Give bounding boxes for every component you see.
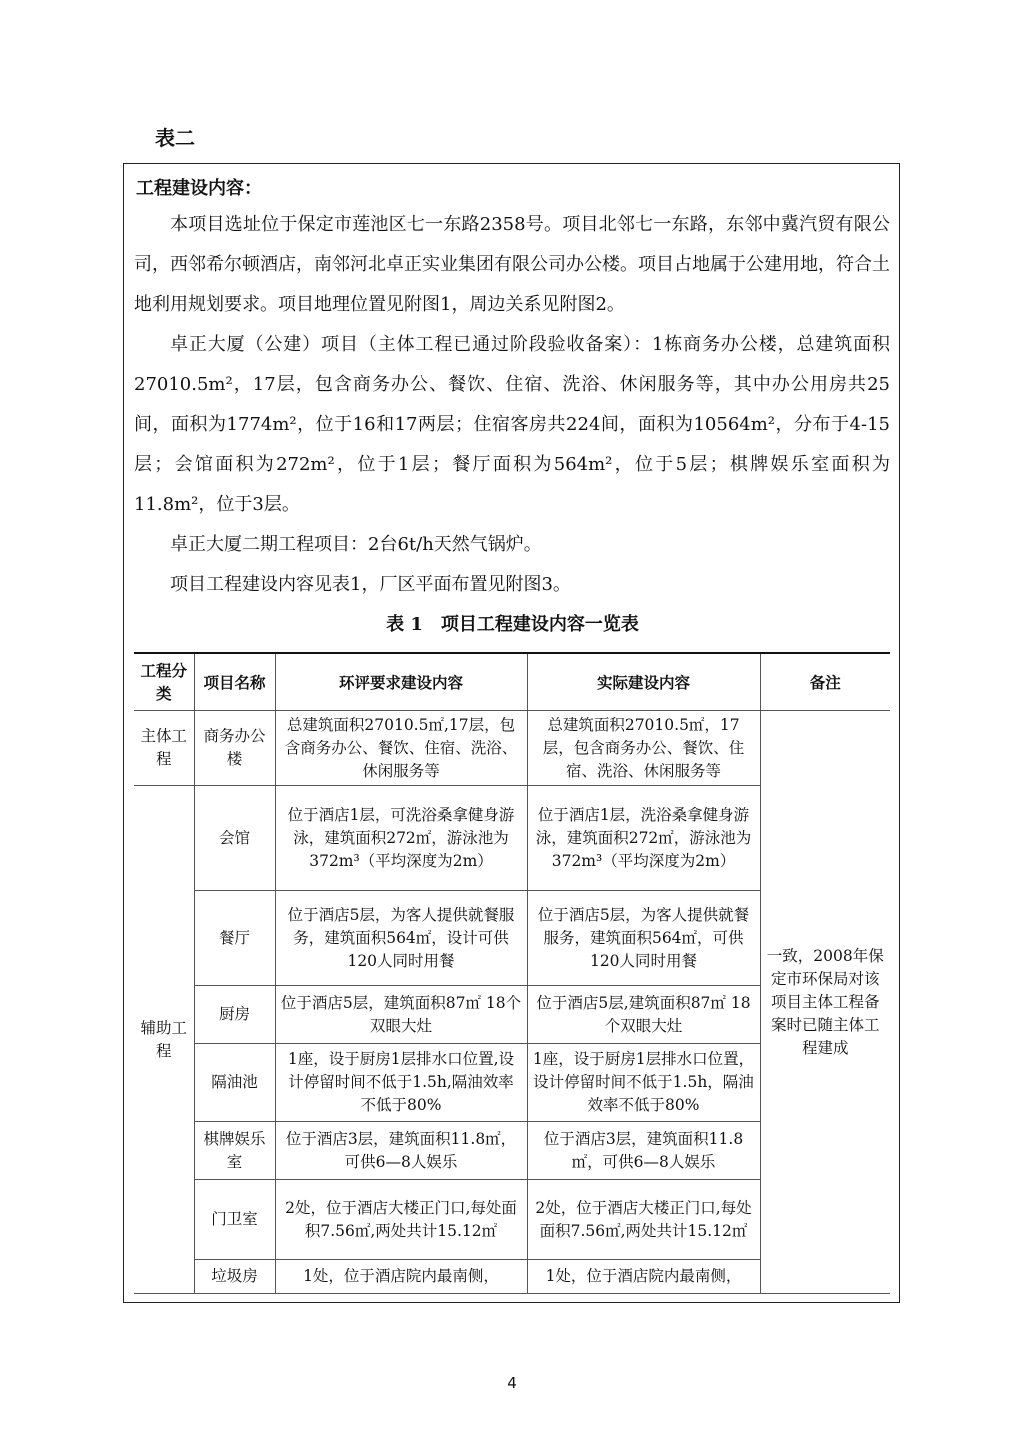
- required-content-cell: 位于酒店5层，建筑面积87㎡ 18个双眼大灶: [275, 986, 527, 1044]
- page-number: 4: [507, 1374, 517, 1392]
- item-name-cell: 隔油池: [194, 1044, 275, 1122]
- actual-content-cell: 位于酒店3层，建筑面积11.8㎡，可供6—8人娱乐: [527, 1122, 760, 1180]
- actual-content-cell: 位于酒店1层，洗浴桑拿健身游泳，建筑面积272㎡，游泳池为372m³（平均深度为2m）: [527, 786, 760, 891]
- item-name-cell: 垃圾房: [194, 1260, 275, 1294]
- table-caption: 表 1 项目工程建设内容一览表: [386, 614, 639, 635]
- header-remark: 备注: [760, 653, 890, 711]
- category-cell: 主体工程: [134, 711, 194, 786]
- actual-content-cell: 位于酒店5层,建筑面积87㎡ 18个双眼大灶: [527, 986, 760, 1044]
- content-frame: [123, 163, 900, 1303]
- required-content-cell: 2处，位于酒店大楼正门口,每处面积7.56㎡,两处共计15.12㎡: [275, 1180, 527, 1260]
- header-category: 工程分类: [134, 653, 194, 711]
- header-required-content: 环评要求建设内容: [275, 653, 527, 711]
- actual-content-cell: 总建筑面积27010.5㎡，17层，包含商务办公、餐饮、住宿、洗浴、休闲服务等: [527, 711, 760, 786]
- paragraph-project-scope: 卓正大厦（公建）项目（主体工程已通过阶段验收备案）：1栋商务办公楼，总建筑面积27010.5m²，17层，包含商务办公、餐饮、住宿、洗浴、休闲服务等，其中办公用房共25间，面积为1774m²，位于16和17两层；住宿客房共224间，面积为10564m²，分布于4-15层；会馆面积为272m²，位于1层；餐厅面积为564m²，位于5层；棋牌娱乐室面积为11.8m²，位于3层。: [134, 334, 890, 515]
- table-header-row: [134, 653, 890, 711]
- item-name-cell: 餐厅: [194, 891, 275, 986]
- actual-content-cell: 1处，位于酒店院内最南侧，: [527, 1260, 760, 1294]
- remark-cell: 一致，2008年保定市环保局对该项目主体工程备案时已随主体工程建成: [760, 711, 890, 1294]
- item-name-cell: 门卫室: [194, 1180, 275, 1260]
- actual-content-cell: 2处，位于酒店大楼正门口,每处面积7.56㎡,两处共计15.12㎡: [527, 1180, 760, 1260]
- paragraph-phase-two: 卓正大厦二期工程项目：2台6t/h天然气锅炉。: [170, 534, 542, 555]
- item-name-cell: 厨房: [194, 986, 275, 1044]
- section-title: 工程建设内容：: [136, 178, 262, 199]
- paragraph-location: 本项目选址位于保定市莲池区七一东路2358号。项目北邻七一东路，东邻中冀汽贸有限公司，西邻希尔顿酒店，南邻河北卓正实业集团有限公司办公楼。项目占地属于公建用地，符合土地利用规划要求。项目地理位置见附图1，周边关系见附图2。: [134, 214, 890, 315]
- required-content-cell: 位于酒店1层，可洗浴桑拿健身游泳，建筑面积272㎡，游泳池为372m³（平均深度为2m）: [275, 786, 527, 891]
- required-content-cell: 1座，设于厨房1层排水口位置,设计停留时间不低于1.5h,隔油效率不低于80%: [275, 1044, 527, 1122]
- item-name-cell: 棋牌娱乐室: [194, 1122, 275, 1180]
- header-item-name: 项目名称: [194, 653, 275, 711]
- item-name-cell: 会馆: [194, 786, 275, 891]
- construction-table: [134, 652, 890, 1294]
- required-content-cell: 位于酒店3层，建筑面积11.8㎡，可供6—8人娱乐: [275, 1122, 527, 1180]
- actual-content-cell: 位于酒店5层，为客人提供就餐服务，建筑面积564㎡，可供120人同时用餐: [527, 891, 760, 986]
- table-row: [134, 711, 890, 786]
- paragraph-table-reference: 项目工程建设内容见表1，厂区平面布置见附图3。: [170, 574, 571, 595]
- required-content-cell: 1处，位于酒店院内最南侧，: [275, 1260, 527, 1294]
- category-cell: 辅助工程: [134, 786, 194, 1294]
- required-content-cell: 位于酒店5层，为客人提供就餐服务，建筑面积564㎡，设计可供120人同时用餐: [275, 891, 527, 986]
- header-actual-content: 实际建设内容: [527, 653, 760, 711]
- page-label: 表二: [155, 126, 195, 150]
- construction-table-wrapper: [134, 652, 890, 1294]
- actual-content-cell: 1座，设于厨房1层排水口位置，设计停留时间不低于1.5h，隔油效率不低于80%: [527, 1044, 760, 1122]
- item-name-cell: 商务办公楼: [194, 711, 275, 786]
- required-content-cell: 总建筑面积27010.5㎡,17层，包含商务办公、餐饮、住宿、洗浴、休闲服务等: [275, 711, 527, 786]
